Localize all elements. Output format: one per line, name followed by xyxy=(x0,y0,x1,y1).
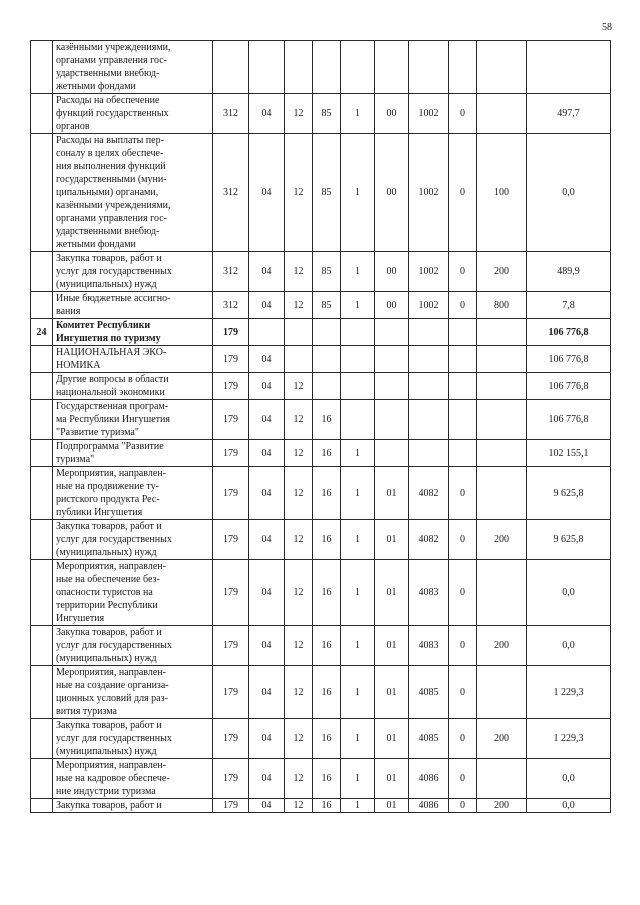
subsection-code-cell: 12 xyxy=(285,666,313,719)
extra-code-cell xyxy=(449,41,477,94)
section-code-cell: 04 xyxy=(249,520,285,560)
event-code-cell: 01 xyxy=(375,799,409,813)
extra-code-cell xyxy=(449,400,477,440)
row-number-cell xyxy=(31,346,53,373)
section-code-cell: 04 xyxy=(249,666,285,719)
table-row xyxy=(31,719,611,759)
amount-cell: 106 776,8 xyxy=(527,319,611,346)
row-number-cell xyxy=(31,252,53,292)
program-code-cell xyxy=(313,373,341,400)
extra-code-cell: 0 xyxy=(449,719,477,759)
program-code-cell: 16 xyxy=(313,626,341,666)
item-name-cell: Расходы на обеспечение функций государственных органов xyxy=(53,94,213,134)
item-name-cell: Иные бюджетные ассигно- вания xyxy=(53,292,213,319)
expense-type-cell xyxy=(477,373,527,400)
event-code-cell xyxy=(375,373,409,400)
item-name-cell: Мероприятия, направлен- ные на кадровое обеспече- ние индустрии туризма xyxy=(53,759,213,799)
table-row xyxy=(31,666,611,719)
amount-cell: 0,0 xyxy=(527,626,611,666)
amount-cell: 0,0 xyxy=(527,759,611,799)
grbs-code-cell: 179 xyxy=(213,400,249,440)
direction-code-cell: 4086 xyxy=(409,759,449,799)
event-code-cell xyxy=(375,319,409,346)
amount-cell: 489,9 xyxy=(527,252,611,292)
table-row xyxy=(31,560,611,626)
section-code-cell: 04 xyxy=(249,560,285,626)
table-row xyxy=(31,520,611,560)
subprogram-code-cell: 1 xyxy=(341,94,375,134)
table-row xyxy=(31,440,611,467)
table-row xyxy=(31,799,611,813)
amount-cell: 106 776,8 xyxy=(527,400,611,440)
program-code-cell: 16 xyxy=(313,666,341,719)
section-code-cell: 04 xyxy=(249,799,285,813)
section-code-cell: 04 xyxy=(249,626,285,666)
program-code-cell: 85 xyxy=(313,134,341,252)
event-code-cell: 01 xyxy=(375,520,409,560)
program-code-cell xyxy=(313,41,341,94)
direction-code-cell xyxy=(409,440,449,467)
event-code-cell: 00 xyxy=(375,134,409,252)
grbs-code-cell: 179 xyxy=(213,520,249,560)
extra-code-cell: 0 xyxy=(449,759,477,799)
amount-cell: 497,7 xyxy=(527,94,611,134)
event-code-cell: 01 xyxy=(375,467,409,520)
grbs-code-cell: 179 xyxy=(213,799,249,813)
expense-type-cell: 200 xyxy=(477,520,527,560)
subsection-code-cell: 12 xyxy=(285,759,313,799)
grbs-code-cell: 179 xyxy=(213,346,249,373)
table-row xyxy=(31,626,611,666)
section-code-cell: 04 xyxy=(249,759,285,799)
extra-code-cell: 0 xyxy=(449,799,477,813)
expense-type-cell: 200 xyxy=(477,252,527,292)
subsection-code-cell xyxy=(285,346,313,373)
event-code-cell: 01 xyxy=(375,666,409,719)
subprogram-code-cell: 1 xyxy=(341,134,375,252)
subsection-code-cell: 12 xyxy=(285,400,313,440)
page-number: 58 xyxy=(602,22,612,33)
subsection-code-cell: 12 xyxy=(285,252,313,292)
subprogram-code-cell xyxy=(341,400,375,440)
event-code-cell xyxy=(375,346,409,373)
expense-type-cell xyxy=(477,467,527,520)
direction-code-cell xyxy=(409,400,449,440)
table-row xyxy=(31,292,611,319)
event-code-cell: 01 xyxy=(375,759,409,799)
subprogram-code-cell xyxy=(341,373,375,400)
item-name-cell: Закупка товаров, работ и услуг для государственных (муниципальных) нужд xyxy=(53,520,213,560)
extra-code-cell xyxy=(449,346,477,373)
table-row xyxy=(31,373,611,400)
item-name-cell: Закупка товаров, работ и услуг для государственных (муниципальных) нужд xyxy=(53,626,213,666)
subprogram-code-cell xyxy=(341,346,375,373)
row-number-cell xyxy=(31,440,53,467)
subsection-code-cell xyxy=(285,41,313,94)
expense-type-cell xyxy=(477,319,527,346)
subprogram-code-cell: 1 xyxy=(341,719,375,759)
item-name-cell: Мероприятия, направлен- ные на обеспечение без- опасности туристов на территории Республики Ингушетия xyxy=(53,560,213,626)
budget-table xyxy=(30,40,611,813)
grbs-code-cell xyxy=(213,41,249,94)
expense-type-cell xyxy=(477,560,527,626)
section-code-cell: 04 xyxy=(249,134,285,252)
section-code-cell: 04 xyxy=(249,346,285,373)
amount-cell: 1 229,3 xyxy=(527,719,611,759)
grbs-code-cell: 179 xyxy=(213,440,249,467)
subsection-code-cell: 12 xyxy=(285,373,313,400)
table-row xyxy=(31,346,611,373)
program-code-cell: 16 xyxy=(313,759,341,799)
section-code-cell xyxy=(249,319,285,346)
row-number-cell xyxy=(31,292,53,319)
item-name-cell: Закупка товаров, работ и услуг для государственных (муниципальных) нужд xyxy=(53,719,213,759)
amount-cell xyxy=(527,41,611,94)
grbs-code-cell: 312 xyxy=(213,94,249,134)
section-code-cell: 04 xyxy=(249,94,285,134)
grbs-code-cell: 179 xyxy=(213,467,249,520)
grbs-code-cell: 179 xyxy=(213,560,249,626)
direction-code-cell xyxy=(409,373,449,400)
subprogram-code-cell xyxy=(341,41,375,94)
table-row xyxy=(31,319,611,346)
expense-type-cell xyxy=(477,666,527,719)
row-number-cell xyxy=(31,94,53,134)
subprogram-code-cell: 1 xyxy=(341,520,375,560)
item-name-cell: Комитет Республики Ингушетия по туризму xyxy=(53,319,213,346)
expense-type-cell xyxy=(477,346,527,373)
expense-type-cell: 200 xyxy=(477,799,527,813)
subprogram-code-cell: 1 xyxy=(341,252,375,292)
table-row xyxy=(31,400,611,440)
direction-code-cell: 1002 xyxy=(409,292,449,319)
section-code-cell: 04 xyxy=(249,400,285,440)
subprogram-code-cell: 1 xyxy=(341,560,375,626)
row-number-cell xyxy=(31,373,53,400)
row-number-cell xyxy=(31,626,53,666)
item-name-cell: Мероприятия, направлен- ные на продвижение ту- ристского продукта Рес- публики Ингушетия xyxy=(53,467,213,520)
subsection-code-cell: 12 xyxy=(285,134,313,252)
extra-code-cell: 0 xyxy=(449,94,477,134)
event-code-cell: 00 xyxy=(375,94,409,134)
section-code-cell xyxy=(249,41,285,94)
grbs-code-cell: 179 xyxy=(213,719,249,759)
direction-code-cell: 1002 xyxy=(409,94,449,134)
extra-code-cell: 0 xyxy=(449,292,477,319)
item-name-cell: Подпрограмма "Развитие туризма" xyxy=(53,440,213,467)
extra-code-cell xyxy=(449,319,477,346)
subprogram-code-cell: 1 xyxy=(341,440,375,467)
grbs-code-cell: 312 xyxy=(213,252,249,292)
expense-type-cell: 200 xyxy=(477,719,527,759)
subsection-code-cell: 12 xyxy=(285,719,313,759)
program-code-cell: 16 xyxy=(313,440,341,467)
direction-code-cell: 1002 xyxy=(409,252,449,292)
program-code-cell: 16 xyxy=(313,520,341,560)
expense-type-cell xyxy=(477,41,527,94)
subsection-code-cell: 12 xyxy=(285,520,313,560)
direction-code-cell xyxy=(409,41,449,94)
expense-type-cell xyxy=(477,440,527,467)
subsection-code-cell: 12 xyxy=(285,94,313,134)
extra-code-cell: 0 xyxy=(449,626,477,666)
amount-cell: 0,0 xyxy=(527,134,611,252)
expense-type-cell xyxy=(477,94,527,134)
amount-cell: 0,0 xyxy=(527,799,611,813)
subsection-code-cell: 12 xyxy=(285,560,313,626)
section-code-cell: 04 xyxy=(249,292,285,319)
grbs-code-cell: 179 xyxy=(213,319,249,346)
item-name-cell: Закупка товаров, работ и xyxy=(53,799,213,813)
direction-code-cell: 4083 xyxy=(409,626,449,666)
extra-code-cell: 0 xyxy=(449,467,477,520)
expense-type-cell: 100 xyxy=(477,134,527,252)
direction-code-cell xyxy=(409,346,449,373)
grbs-code-cell: 179 xyxy=(213,373,249,400)
table-row xyxy=(31,467,611,520)
direction-code-cell xyxy=(409,319,449,346)
direction-code-cell: 4082 xyxy=(409,520,449,560)
program-code-cell: 16 xyxy=(313,719,341,759)
subprogram-code-cell: 1 xyxy=(341,759,375,799)
program-code-cell: 16 xyxy=(313,560,341,626)
row-number-cell: 24 xyxy=(31,319,53,346)
section-code-cell: 04 xyxy=(249,467,285,520)
event-code-cell xyxy=(375,400,409,440)
subsection-code-cell xyxy=(285,319,313,346)
subsection-code-cell: 12 xyxy=(285,799,313,813)
subprogram-code-cell: 1 xyxy=(341,467,375,520)
extra-code-cell: 0 xyxy=(449,134,477,252)
subprogram-code-cell: 1 xyxy=(341,626,375,666)
row-number-cell xyxy=(31,560,53,626)
extra-code-cell: 0 xyxy=(449,666,477,719)
section-code-cell: 04 xyxy=(249,719,285,759)
amount-cell: 7,8 xyxy=(527,292,611,319)
item-name-cell: Закупка товаров, работ и услуг для государственных (муниципальных) нужд xyxy=(53,252,213,292)
program-code-cell: 85 xyxy=(313,292,341,319)
item-name-cell: Государственная програм- ма Республики Ингушетия "Развитие туризма" xyxy=(53,400,213,440)
amount-cell: 0,0 xyxy=(527,560,611,626)
direction-code-cell: 4083 xyxy=(409,560,449,626)
grbs-code-cell: 179 xyxy=(213,626,249,666)
row-number-cell xyxy=(31,41,53,94)
event-code-cell: 00 xyxy=(375,292,409,319)
subsection-code-cell: 12 xyxy=(285,626,313,666)
program-code-cell xyxy=(313,346,341,373)
section-code-cell: 04 xyxy=(249,373,285,400)
amount-cell: 106 776,8 xyxy=(527,346,611,373)
extra-code-cell xyxy=(449,440,477,467)
budget-table-body xyxy=(31,41,611,813)
direction-code-cell: 4082 xyxy=(409,467,449,520)
grbs-code-cell: 179 xyxy=(213,666,249,719)
expense-type-cell: 800 xyxy=(477,292,527,319)
row-number-cell xyxy=(31,719,53,759)
direction-code-cell: 4086 xyxy=(409,799,449,813)
event-code-cell xyxy=(375,41,409,94)
table-row xyxy=(31,134,611,252)
item-name-cell: НАЦИОНАЛЬНАЯ ЭКО- НОМИКА xyxy=(53,346,213,373)
item-name-cell: Другие вопросы в области национальной экономики xyxy=(53,373,213,400)
expense-type-cell xyxy=(477,759,527,799)
item-name-cell: Мероприятия, направлен- ные на создание организа- ционных условий для раз- вития туризма xyxy=(53,666,213,719)
event-code-cell xyxy=(375,440,409,467)
table-row xyxy=(31,252,611,292)
program-code-cell: 85 xyxy=(313,94,341,134)
row-number-cell xyxy=(31,134,53,252)
program-code-cell: 16 xyxy=(313,467,341,520)
row-number-cell xyxy=(31,400,53,440)
amount-cell: 9 625,8 xyxy=(527,520,611,560)
item-name-cell: казёнными учреждениями, органами управления гос- ударственными внебюд- жетными фондами xyxy=(53,41,213,94)
program-code-cell: 16 xyxy=(313,400,341,440)
row-number-cell xyxy=(31,799,53,813)
row-number-cell xyxy=(31,666,53,719)
table-row xyxy=(31,41,611,94)
item-name-cell: Расходы на выплаты пер- соналу в целях обеспече- ния выполнения функций государственными (муни- ципальными) органами, казёнными учреждениями, органами управления гос- ударственными внебюд- жетными фондами xyxy=(53,134,213,252)
section-code-cell: 04 xyxy=(249,440,285,467)
event-code-cell: 00 xyxy=(375,252,409,292)
subprogram-code-cell xyxy=(341,319,375,346)
expense-type-cell xyxy=(477,400,527,440)
table-row xyxy=(31,759,611,799)
subprogram-code-cell: 1 xyxy=(341,666,375,719)
event-code-cell: 01 xyxy=(375,560,409,626)
grbs-code-cell: 179 xyxy=(213,759,249,799)
section-code-cell: 04 xyxy=(249,252,285,292)
program-code-cell xyxy=(313,319,341,346)
program-code-cell: 16 xyxy=(313,799,341,813)
amount-cell: 102 155,1 xyxy=(527,440,611,467)
direction-code-cell: 1002 xyxy=(409,134,449,252)
row-number-cell xyxy=(31,759,53,799)
extra-code-cell: 0 xyxy=(449,560,477,626)
subprogram-code-cell: 1 xyxy=(341,292,375,319)
amount-cell: 1 229,3 xyxy=(527,666,611,719)
direction-code-cell: 4085 xyxy=(409,719,449,759)
extra-code-cell: 0 xyxy=(449,520,477,560)
extra-code-cell xyxy=(449,373,477,400)
extra-code-cell: 0 xyxy=(449,252,477,292)
event-code-cell: 01 xyxy=(375,719,409,759)
grbs-code-cell: 312 xyxy=(213,134,249,252)
program-code-cell: 85 xyxy=(313,252,341,292)
expense-type-cell: 200 xyxy=(477,626,527,666)
grbs-code-cell: 312 xyxy=(213,292,249,319)
subprogram-code-cell: 1 xyxy=(341,799,375,813)
amount-cell: 9 625,8 xyxy=(527,467,611,520)
subsection-code-cell: 12 xyxy=(285,467,313,520)
direction-code-cell: 4085 xyxy=(409,666,449,719)
table-row xyxy=(31,94,611,134)
event-code-cell: 01 xyxy=(375,626,409,666)
subsection-code-cell: 12 xyxy=(285,440,313,467)
row-number-cell xyxy=(31,520,53,560)
amount-cell: 106 776,8 xyxy=(527,373,611,400)
row-number-cell xyxy=(31,467,53,520)
subsection-code-cell: 12 xyxy=(285,292,313,319)
